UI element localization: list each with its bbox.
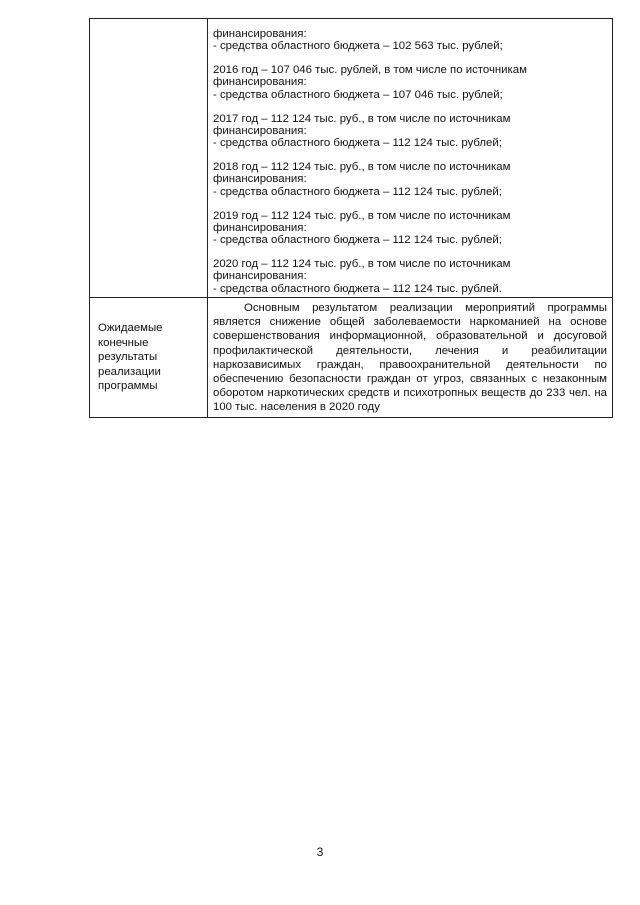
page-number: 3	[316, 845, 324, 859]
funding-label-cell	[90, 19, 208, 298]
funding-line: 2018 год – 112 124 тыс. руб., в том числе по источникам	[213, 161, 511, 174]
funding-line: финансирования:	[213, 173, 307, 186]
funding-row	[90, 19, 613, 298]
funding-line: 2016 год – 107 046 тыс. рублей, в том числе по источникам	[213, 64, 527, 77]
expected-results-cell	[208, 298, 613, 418]
funding-line: - средства областного бюджета – 112 124 тыс. рублей;	[213, 234, 502, 247]
funding-block-2015	[213, 28, 607, 53]
funding-line: финансирования:	[213, 270, 307, 283]
funding-cell	[208, 19, 613, 298]
funding-line: - средства областного бюджета – 112 124 тыс. рублей.	[213, 282, 502, 295]
funding-line: - средства областного бюджета – 112 124 тыс. рублей;	[213, 137, 502, 150]
funding-line: 2017 год – 112 124 тыс. руб., в том числе по источникам	[213, 112, 511, 125]
funding-block-2020	[213, 258, 607, 295]
expected-results-label-line: программы	[98, 379, 158, 392]
funding-block-2019	[213, 210, 607, 247]
funding-line: - средства областного бюджета – 112 124 тыс. рублей;	[213, 185, 502, 198]
funding-line: финансирования:	[213, 76, 307, 89]
funding-line: финансирования:	[213, 28, 307, 40]
funding-line: - средства областного бюджета – 107 046 тыс. рублей;	[213, 88, 503, 101]
funding-block-2016	[213, 64, 607, 101]
expected-results-row	[90, 298, 613, 418]
expected-results-text: Основным результатом реализации мероприятий программы является снижение общей заболеваемости наркоманией на основе совершенствования информационной, образовательной и досуговой профилактической деятельности, лечения и реабилитации наркозависимых граждан, правоохранительной деятельности по обеспечению безопасности граждан от угроз, связанных с незаконным оборотом наркотических средств и психотропных веществ до 233 чел. на 100 тыс. населения в 2020 году	[213, 302, 607, 414]
funding-block-2017	[213, 113, 607, 150]
program-passport-table	[89, 18, 613, 418]
funding-line: финансирования:	[213, 124, 307, 137]
expected-results-label-cell	[90, 298, 208, 418]
funding-line: 2020 год – 112 124 тыс. руб., в том числе по источникам	[213, 258, 511, 271]
expected-results-label-line: реализации	[98, 365, 161, 378]
funding-line: финансирования:	[213, 221, 307, 234]
funding-line: - средства областного бюджета – 102 563 тыс. рублей;	[213, 40, 503, 53]
expected-results-label-line: Ожидаемые	[98, 322, 163, 335]
funding-line: 2019 год – 112 124 тыс. руб., в том числе по источникам	[213, 209, 511, 222]
expected-results-label-line: результаты	[98, 351, 158, 364]
expected-results-label-line: конечные	[98, 336, 149, 349]
funding-block-2018	[213, 161, 607, 198]
